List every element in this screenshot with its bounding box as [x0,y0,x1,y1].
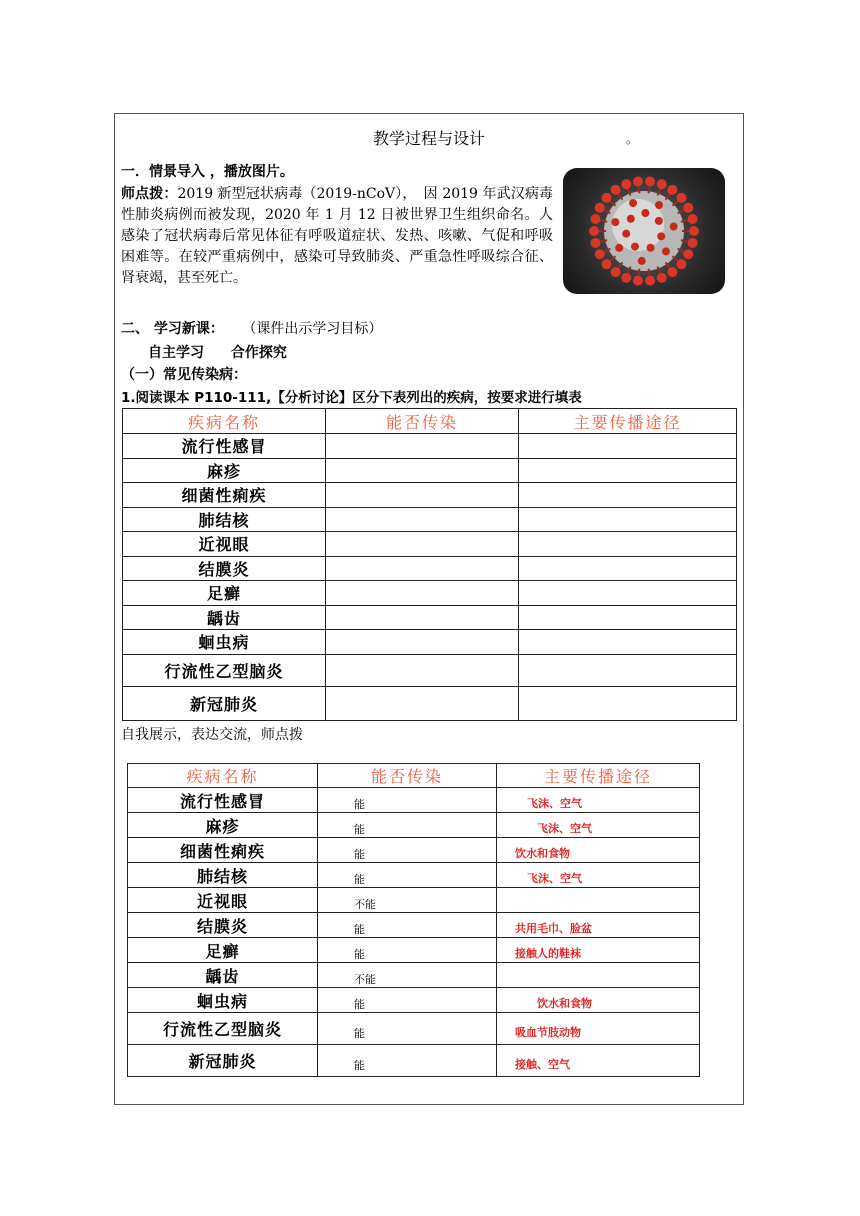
disease-name-cell: 行流性乙型脑炎 [128,1013,318,1045]
table1-row [123,483,737,508]
contagious-blank-cell [326,556,519,581]
table1-row [123,507,737,532]
contagious-answer-cell: 能 [318,1013,497,1045]
route-answer-cell: 饮水和食物 [497,838,700,863]
disease-name-cell: 麻疹 [128,813,318,838]
contagious-blank-cell [326,458,519,483]
route-answer-cell: 吸血节肢动物 [497,1013,700,1045]
disease-name-cell: 细菌性痢疾 [123,483,326,508]
disease-name-cell: 蛔虫病 [128,988,318,1013]
table1-row [123,581,737,606]
disease-name-cell: 足癣 [123,581,326,606]
table2-row [128,813,700,838]
contagious-blank-cell [326,532,519,557]
route-answer-cell [497,888,700,913]
table1-row [123,458,737,483]
contagious-blank-cell [326,507,519,532]
route-blank-cell [519,532,737,557]
route-answer-cell: 飞沫、空气 [497,788,700,813]
disease-name-cell: 肺结核 [128,863,318,888]
route-blank-cell [519,654,737,686]
table1-row [123,434,737,459]
disease-name-cell: 蛔虫病 [123,630,326,655]
route-answer-cell: 共用毛巾、脸盆 [497,913,700,938]
disease-name-cell: 行流性乙型脑炎 [123,654,326,686]
route-blank-cell [519,434,737,459]
route-blank-cell [519,686,737,720]
table1-header-cell: 主要传播途径 [519,409,737,434]
subsection-heading: （一）常见传染病： [121,367,247,383]
contagious-answer-cell: 能 [318,813,497,838]
answer-disease-table [127,763,700,1077]
table2-row [128,838,700,863]
page-title: 教学过程与设计 [372,129,485,148]
intro-text: 2019 新型冠状病毒（2019-nCoV）， 因 2019 年武汉病毒性肺炎病例而被发现，2020 年 1 月 12 日被世界卫生组织命名。人感染了冠状病毒后常见体征有呼吸道症状、发热、咳嗽、气促和呼吸困难等。在较严重病例中，感染可导致肺炎、严重急性呼吸综合征、肾衰竭，甚至死亡。 [121,186,554,286]
table1-header-row [123,409,737,434]
blank-disease-table [122,408,737,721]
disease-name-cell: 细菌性痢疾 [128,838,318,863]
route-answer-cell: 接触人的鞋袜 [497,938,700,963]
table2-header-cell: 能否传染 [318,764,497,788]
contagious-blank-cell [326,434,519,459]
contagious-answer-cell: 能 [318,838,497,863]
route-blank-cell [519,458,737,483]
route-answer-cell: 飞沫、空气 [497,863,700,888]
study-mode-line [148,342,287,362]
table1-row [123,605,737,630]
table1-row [123,686,737,720]
table2-row [128,1045,700,1077]
table1-header-cell: 疾病名称 [123,409,326,434]
disease-name-cell: 结膜炎 [123,556,326,581]
route-blank-cell [519,605,737,630]
coop-label: 合作探究 [230,345,287,361]
contagious-blank-cell [326,483,519,508]
table2-row [128,1013,700,1045]
table2-header-cell: 疾病名称 [128,764,318,788]
disease-name-cell: 结膜炎 [128,913,318,938]
table2-row [128,863,700,888]
disease-name-cell: 肺结核 [123,507,326,532]
route-blank-cell [519,507,737,532]
section1-heading: 一．情景导入 ，播放图片。 [121,164,294,180]
disease-name-cell: 近视眼 [123,532,326,557]
table1-row [123,556,737,581]
contagious-answer-cell: 能 [318,938,497,963]
table2-row [128,963,700,988]
table2-row [128,938,700,963]
table2-row [128,913,700,938]
table2-row [128,988,700,1013]
route-blank-cell [519,581,737,606]
title-mark: 。 [626,132,639,146]
disease-name-cell: 流行性感冒 [128,788,318,813]
route-blank-cell [519,630,737,655]
route-answer-cell [497,963,700,988]
section2-heading: 二、 学习新课： [121,321,224,337]
contagious-answer-cell: 能 [318,1045,497,1077]
contagious-blank-cell [326,605,519,630]
table1-row [123,630,737,655]
table1-row [123,532,737,557]
table2-header-cell: 主要传播途径 [497,764,700,788]
contagious-blank-cell [326,686,519,720]
contagious-answer-cell: 能 [318,913,497,938]
contagious-answer-cell: 不能 [318,963,497,988]
table1-row [123,654,737,686]
disease-name-cell: 新冠肺炎 [123,686,326,720]
intro-paragraph [121,184,553,289]
contagious-blank-cell [326,581,519,606]
section2-line [121,318,382,338]
contagious-answer-cell: 能 [318,988,497,1013]
self-study-label: 自主学习 [148,345,204,361]
disease-name-cell: 龋齿 [123,605,326,630]
route-answer-cell: 饮水和食物 [497,988,700,1013]
disease-name-cell: 近视眼 [128,888,318,913]
table2-row [128,788,700,813]
table1-header-cell: 能否传染 [326,409,519,434]
contagious-answer-cell: 能 [318,788,497,813]
teacher-label: 师点拨： [121,186,178,202]
task-instruction: 1.阅读课本 P110-111,【分析讨论】区分下表列出的疾病，按要求进行填表 [121,390,582,406]
disease-name-cell: 龋齿 [128,963,318,988]
disease-name-cell: 流行性感冒 [123,434,326,459]
contagious-blank-cell [326,630,519,655]
route-answer-cell: 飞沫、空气 [497,813,700,838]
coronavirus-image [563,168,725,294]
route-answer-cell: 接触、空气 [497,1045,700,1077]
disease-name-cell: 麻疹 [123,458,326,483]
contagious-blank-cell [326,654,519,686]
coronavirus-illustration [563,168,725,294]
section2-note: （课件出示学习目标） [242,321,383,337]
disease-name-cell: 新冠肺炎 [128,1045,318,1077]
route-blank-cell [519,483,737,508]
contagious-answer-cell: 能 [318,863,497,888]
disease-name-cell: 足癣 [128,938,318,963]
show-text: 自我展示，表达交流，师点拨 [121,727,303,743]
table2-row [128,888,700,913]
contagious-answer-cell: 不能 [318,888,497,913]
table2-header-row [128,764,700,788]
route-blank-cell [519,556,737,581]
